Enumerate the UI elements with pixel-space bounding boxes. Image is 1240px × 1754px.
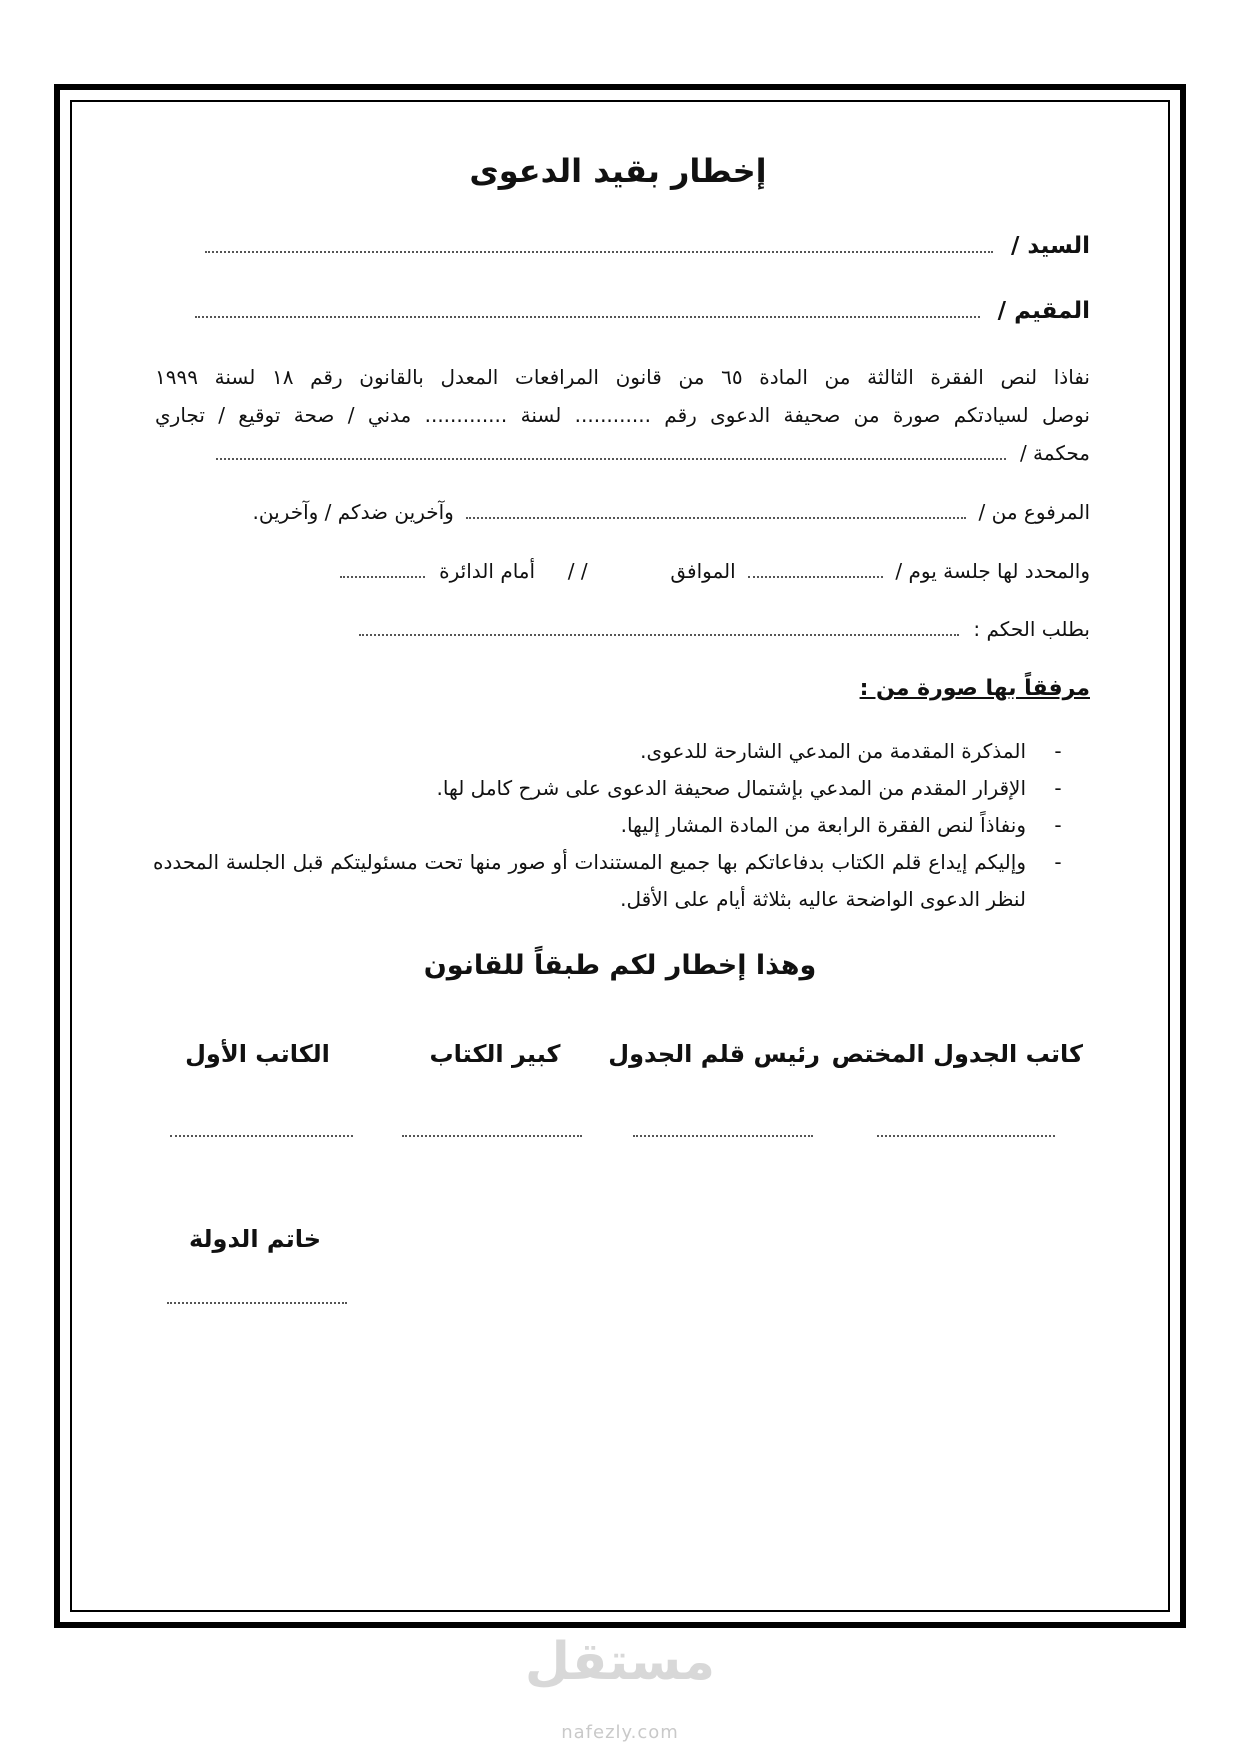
court-line	[155, 434, 1090, 472]
bullet-dash: -	[1054, 739, 1062, 763]
residence-blank[interactable]	[195, 310, 980, 318]
recipient-name-blank[interactable]	[205, 245, 993, 253]
signature-first-clerk: الكاتب الأول	[185, 1040, 330, 1068]
signature-line-clerk-specialist[interactable]	[877, 1133, 1055, 1137]
signature-line-first-clerk[interactable]	[170, 1133, 353, 1137]
session-day-blank[interactable]	[748, 570, 883, 578]
closing-statement: وهذا إخطار لكم طبقاً للقانون	[423, 950, 817, 981]
filed-by-label: المرفوع من /	[978, 500, 1090, 524]
recipient-name-line	[205, 233, 1090, 259]
title-text: إخطار بقيد الدعوى	[469, 152, 767, 190]
list-item-text: وإليكم إيداع قلم الكتاب بدفاعاتكم بها جميع المستندات أو صور منها تحت مسئوليتكم قبل الجلسة المحدده لنظر الدعوى الواضحة عاليه بثلاثة أيام على الأقل.	[153, 850, 1026, 911]
residence-label: المقيم /	[997, 298, 1090, 324]
bullet-dash: -	[1054, 776, 1062, 800]
request-label: بطلب الحكم :	[973, 617, 1090, 641]
agreeing-label: الموافق	[670, 559, 736, 583]
filed-by-suffix: وآخرين ضدكم / وآخرين.	[252, 500, 454, 524]
list-item	[153, 770, 1068, 807]
document-title	[0, 152, 1240, 190]
list-item	[153, 844, 1068, 918]
session-line	[340, 559, 1090, 583]
signature-chief-clerk: كبير الكتاب	[429, 1040, 561, 1068]
residence-line	[195, 298, 1090, 324]
signature-line-chief-clerk[interactable]	[402, 1133, 582, 1137]
session-label: والمحدد لها جلسة يوم /	[895, 559, 1090, 583]
paragraph-line-2: نوصل لسيادتكم صورة من صحيفة الدعوى رقم ............ لسنة ............. مدني / صحة توقيع / تجاري	[155, 403, 1090, 427]
court-label: محكمة /	[1019, 441, 1090, 465]
circuit-blank[interactable]	[340, 570, 425, 578]
signature-line-head-of-registry[interactable]	[633, 1133, 813, 1137]
signature-line-state-seal[interactable]	[167, 1300, 347, 1304]
signature-state-seal: خاتم الدولة	[188, 1225, 322, 1253]
list-item	[153, 807, 1068, 844]
bullet-dash: -	[1054, 813, 1062, 837]
circuit-label: أمام الدائرة	[439, 559, 536, 583]
attachments-list	[153, 733, 1068, 918]
nafezly-url-watermark: nafezly.com	[561, 1722, 679, 1743]
court-blank[interactable]	[216, 452, 1006, 460]
list-item-text: الإقرار المقدم من المدعي بإشتمال صحيفة الدعوى على شرح كامل لها.	[436, 776, 1026, 800]
date-slashes: / /	[567, 559, 588, 583]
recipient-name-label: السيد /	[1010, 233, 1090, 259]
list-item-text: المذكرة المقدمة من المدعي الشارحة للدعوى.	[640, 739, 1026, 763]
bullet-dash: -	[1054, 850, 1062, 874]
notice-paragraph	[155, 358, 1090, 472]
paragraph-line-1: نفاذا لنص الفقرة الثالثة من المادة ٦٥ من قانون المرافعات المعدل بالقانون رقم ١٨ لسنة ١٩٩٩	[155, 365, 1090, 389]
request-line	[359, 617, 1090, 641]
filed-by-blank[interactable]	[466, 511, 966, 519]
filed-by-line	[253, 500, 1090, 524]
request-blank[interactable]	[359, 628, 959, 636]
list-item	[153, 733, 1068, 770]
list-item-text: ونفاذاً لنص الفقرة الرابعة من المادة المشار إليها.	[620, 813, 1026, 837]
attachments-heading: مرفقاً بها صورة من :	[859, 676, 1090, 701]
nafezly-logo-watermark: مستقل	[524, 1632, 716, 1692]
signature-head-of-registry: رئيس قلم الجدول	[608, 1040, 820, 1068]
signature-clerk-specialist: كاتب الجدول المختص	[831, 1040, 1083, 1068]
